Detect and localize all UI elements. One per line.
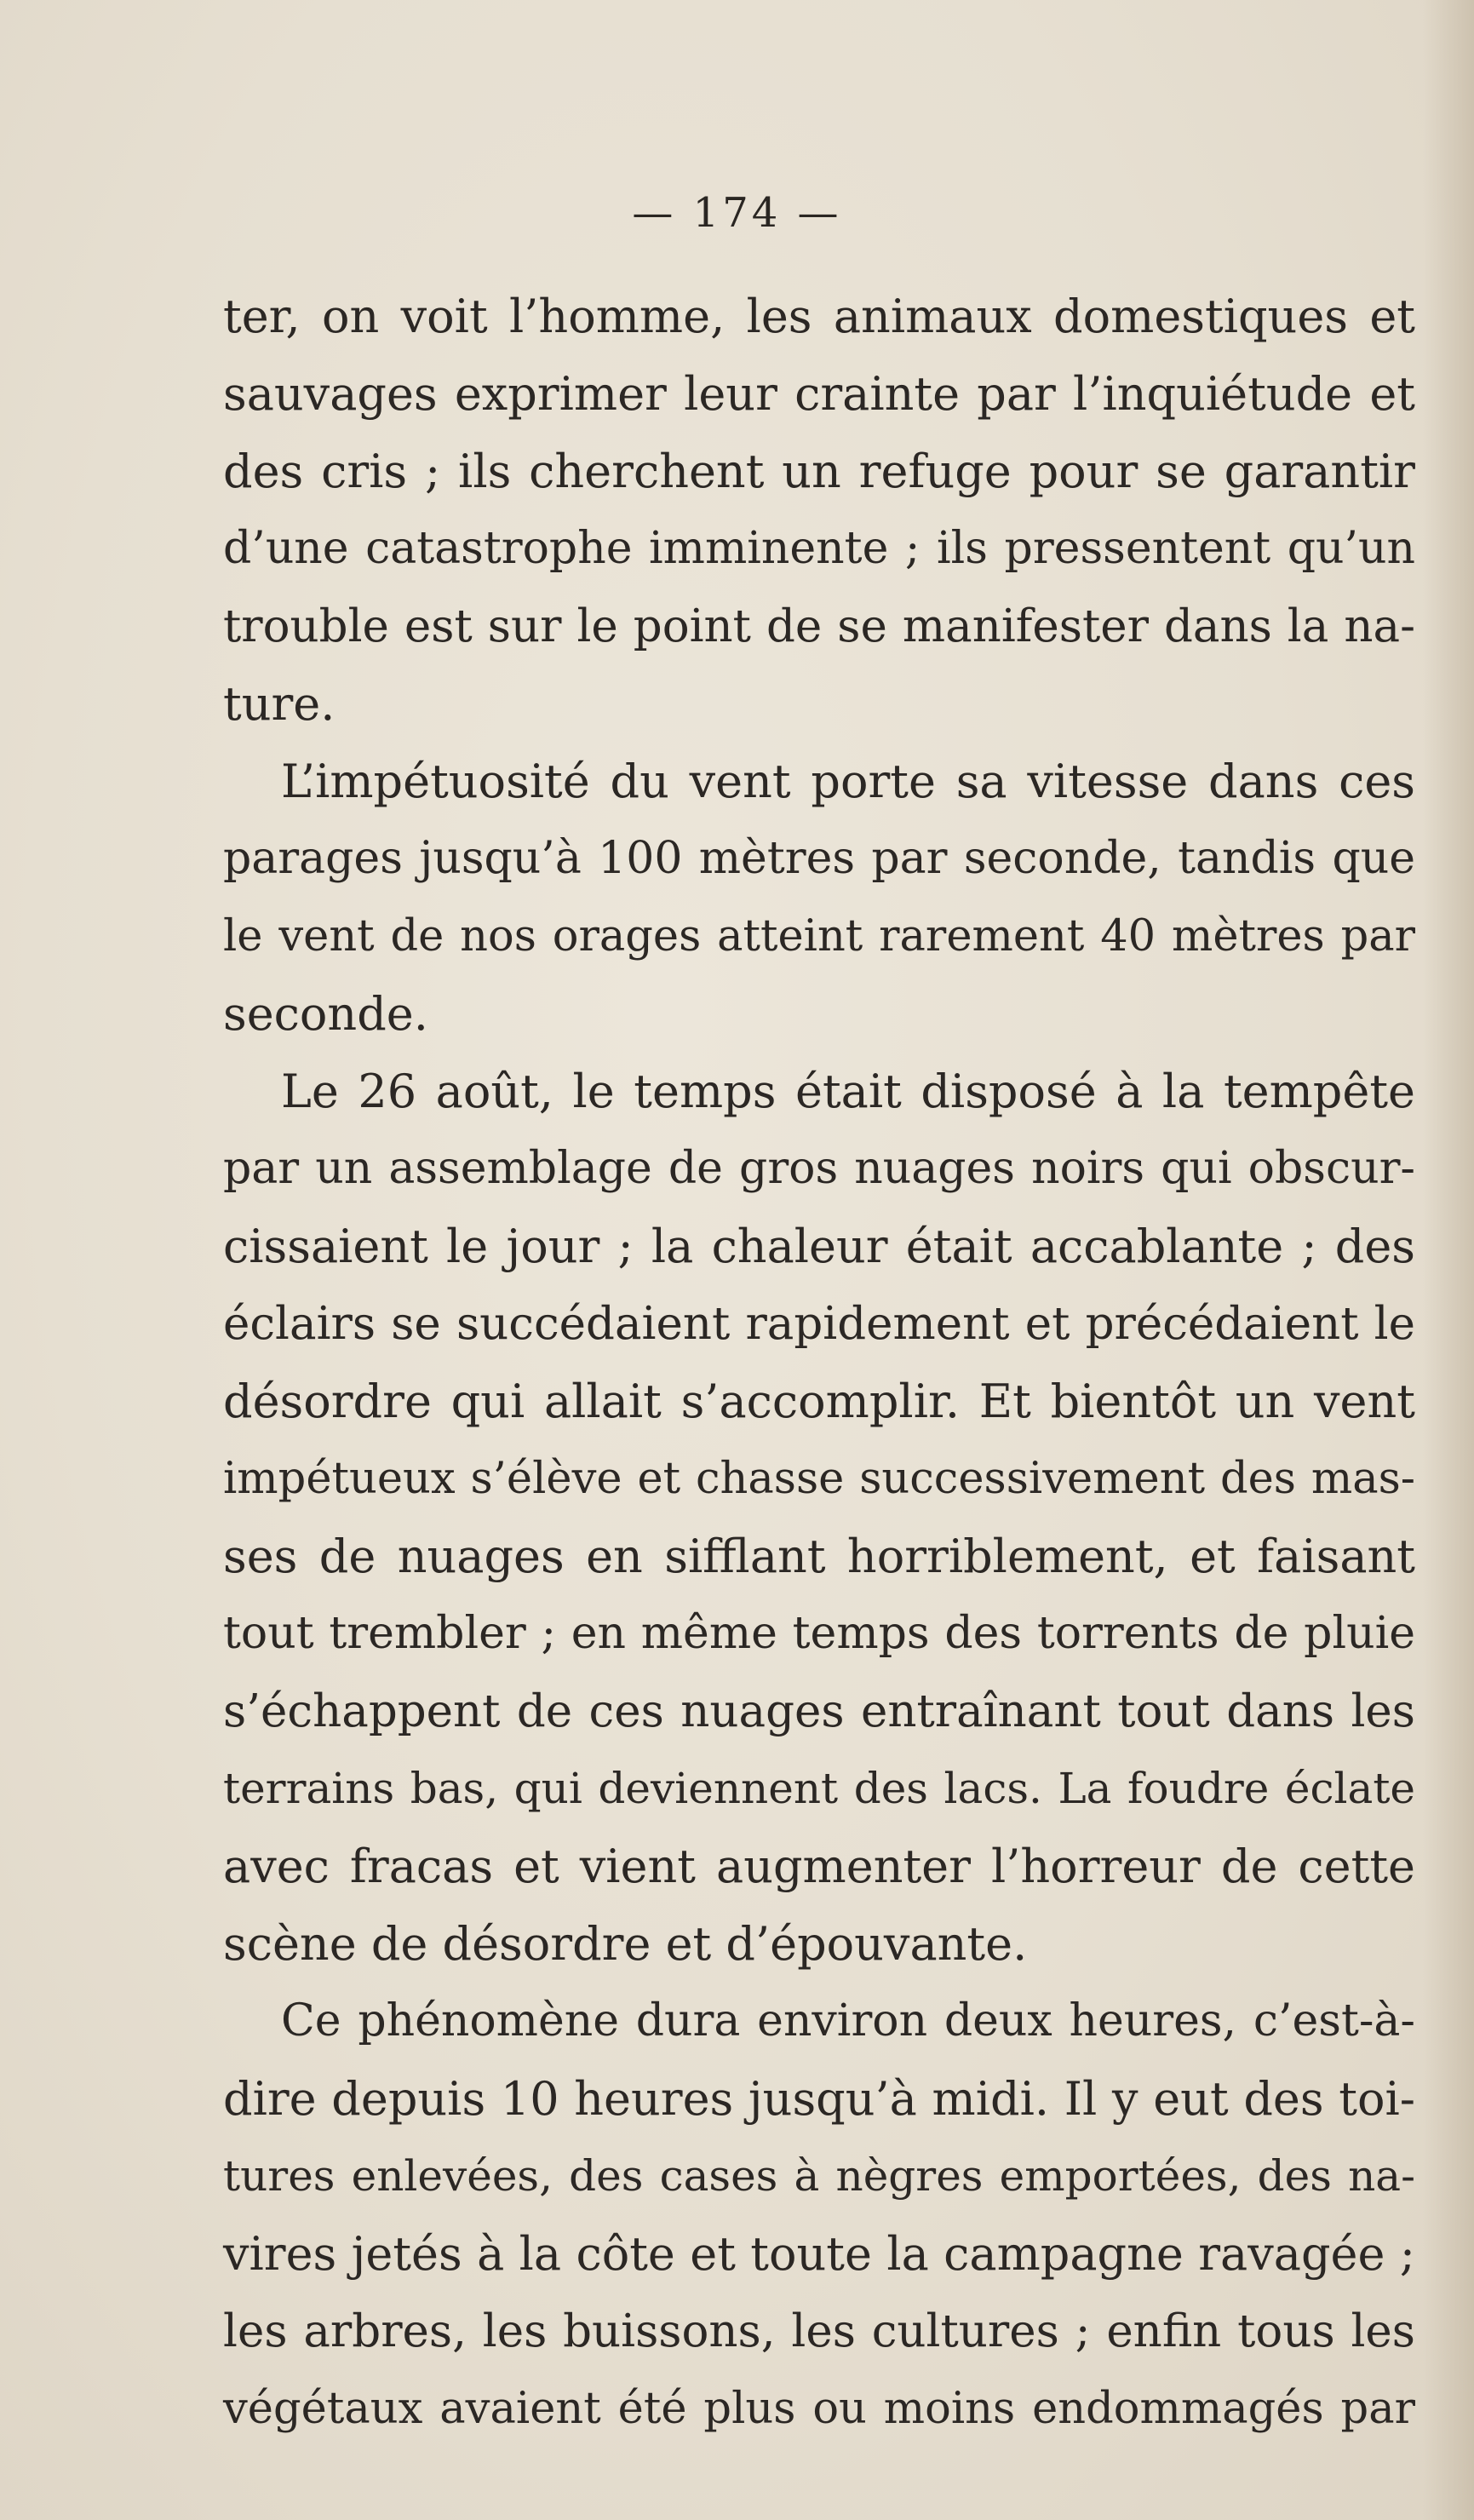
text-line: éclairs se succédaient rapidement et précédaient le bbox=[223, 1298, 1415, 1350]
text-line: Le 26 août, le temps était disposé à la tempête bbox=[281, 1065, 1415, 1118]
text-line: tout trembler ; en même temps des torrents de pluie bbox=[223, 1608, 1415, 1659]
body-text bbox=[223, 278, 1415, 2448]
text-line: des cris ; ils cherchent un refuge pour se garantir bbox=[223, 445, 1415, 498]
text-line: impétueux s’élève et chasse successivement des mas- bbox=[223, 1454, 1415, 1504]
text-line: désordre qui allait s’accomplir. Et bientôt un vent bbox=[223, 1375, 1415, 1428]
text-line: Ce phénomène dura environ deux heures, c’est-à- bbox=[281, 1995, 1415, 2046]
page-number: — 174 — bbox=[632, 189, 842, 237]
text-line: végétaux avaient été plus ou moins endommagés par bbox=[223, 2384, 1415, 2434]
text-line: vires jetés à la côte et toute la campagne ravagée ; bbox=[223, 2227, 1415, 2281]
text-line: ses de nuages en sifflant horriblement, et faisant bbox=[223, 1530, 1415, 1583]
text-line: cissaient le jour ; la chaleur était accablante ; des bbox=[223, 1220, 1415, 1273]
text-line: d’une catastrophe imminente ; ils pressentent qu’un bbox=[223, 523, 1415, 574]
page-edge-shadow bbox=[1423, 0, 1474, 2520]
text-line: L’impétuosité du vent porte sa vitesse dans ces bbox=[281, 755, 1415, 808]
text-line: seconde. bbox=[223, 987, 428, 1041]
text-line: sauvages exprimer leur crainte par l’inquiétude et bbox=[223, 367, 1415, 421]
text-line: scène de désordre et d’épouvante. bbox=[223, 1917, 1028, 1971]
text-line: avec fracas et vient augmenter l’horreur de cette bbox=[223, 1840, 1415, 1893]
text-line: le vent de nos orages atteint rarement 40 mètres par bbox=[223, 911, 1415, 962]
text-line: trouble est sur le point de se manifester dans la na- bbox=[223, 600, 1415, 652]
text-line: ture. bbox=[223, 677, 336, 731]
text-line: tures enlevées, des cases à nègres emportées, des na- bbox=[223, 2151, 1415, 2201]
text-line: parages jusqu’à 100 mètres par seconde, tandis que bbox=[223, 833, 1415, 884]
text-line: ter, on voit l’homme, les animaux domestiques et bbox=[223, 290, 1415, 343]
text-line: les arbres, les buissons, les cultures ; enfin tous les bbox=[223, 2305, 1415, 2357]
text-line: terrains bas, qui deviennent des lacs. La foudre éclate bbox=[223, 1764, 1415, 1813]
text-line: s’échappent de ces nuages entraînant tout dans les bbox=[223, 1685, 1415, 1737]
text-line: par un assemblage de gros nuages noirs qui obscur- bbox=[223, 1143, 1415, 1194]
text-line: dire depuis 10 heures jusqu’à midi. Il y eut des toi- bbox=[223, 2072, 1415, 2126]
